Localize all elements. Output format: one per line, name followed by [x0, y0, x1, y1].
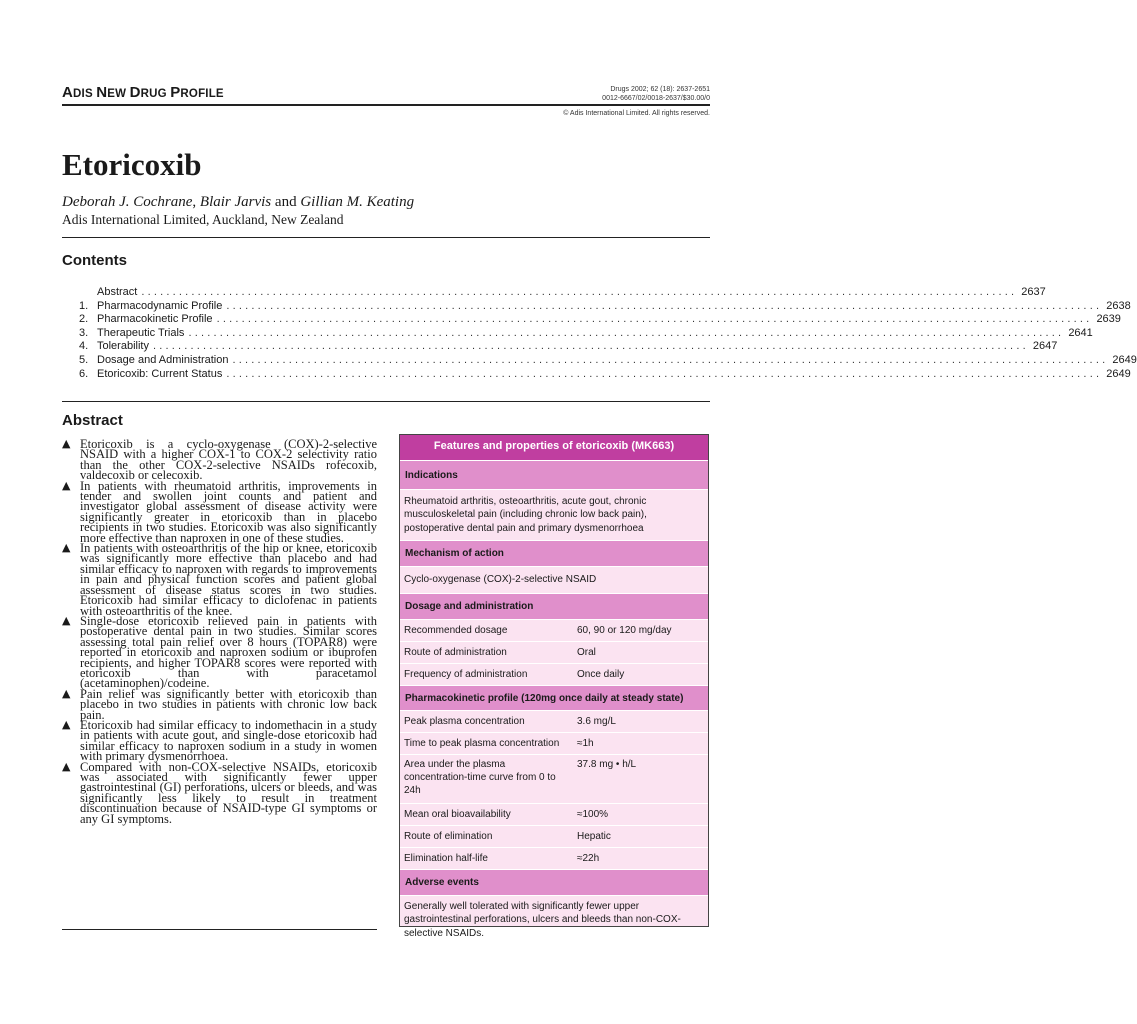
toc-page-number: 2641	[1068, 326, 1093, 339]
indications-text	[400, 490, 708, 541]
features-properties-box	[399, 434, 709, 939]
property-value: Once daily	[577, 668, 625, 680]
toc-page-number: 2637	[1021, 286, 1046, 298]
toc-entry	[79, 326, 1093, 341]
abstract-bullet-item	[62, 478, 377, 545]
toc-leader-dots: ............................................................................................................................................	[232, 353, 1109, 366]
triangle-bullet-icon: ▲	[62, 541, 71, 555]
abstract-bullet-item	[62, 543, 377, 616]
property-name: Elimination half-life	[404, 852, 488, 864]
features-box-title: Features and properties of etoricoxib (MK663)	[400, 435, 708, 461]
mechanism-text	[400, 567, 708, 594]
property-row	[400, 733, 708, 755]
toc-leader-dots: ............................................................................................................................................	[216, 313, 1093, 326]
property-value: ≈22h	[577, 852, 600, 864]
abstract-heading: Abstract	[62, 412, 123, 429]
indications-value: Rheumatoid arthritis, osteoarthritis, acute gout, chronic musculoskeletal pain (including chronic low back pain), postoperative dental pain and primary dysmenorrhoea	[404, 495, 647, 534]
property-value: Hepatic	[577, 830, 611, 842]
series-text: EW	[107, 88, 130, 100]
toc-number: 4.	[79, 340, 89, 353]
triangle-bullet-icon: ▲	[62, 686, 71, 700]
toc-entry	[79, 286, 1046, 300]
author-conjunction: and	[271, 194, 301, 210]
toc-entry	[79, 367, 1131, 382]
mechanism-value: Cyclo-oxygenase (COX)-2-selective NSAID	[404, 574, 597, 586]
toc-leader-dots: ............................................................................................................................................	[188, 326, 1065, 339]
toc-page-number: 2638	[1106, 299, 1131, 312]
abstract-bullet-text: In patients with rheumatoid arthritis, improvements in tender and swollen joint counts and patient and investigator global assessment of disease activity were significantly greater in etoricoxib than in placebo recipients in two studies. Etoricoxib was also significantly more effective than naproxen in one of these studies.	[80, 478, 377, 545]
property-value: 37.8 mg • h/L	[577, 759, 637, 770]
author-separator: ,	[192, 194, 200, 210]
toc-leader-dots: ............................................................................................................................................	[141, 286, 1018, 298]
property-name: Route of elimination	[404, 830, 493, 842]
triangle-bullet-icon: ▲	[62, 717, 71, 731]
article-title: Etoricoxib	[62, 147, 202, 182]
author-name: Blair Jarvis	[199, 194, 272, 210]
title-divider	[62, 237, 710, 238]
property-row	[400, 642, 708, 664]
toc-leader-dots: ............................................................................................................................................	[226, 299, 1103, 312]
toc-entry	[79, 353, 1137, 368]
adverse-events-text	[400, 896, 708, 945]
property-row	[400, 804, 708, 826]
author-name: Gillian M. Keating	[300, 194, 415, 210]
author-name: Deborah J. Cochrane	[62, 194, 193, 210]
property-row	[400, 620, 708, 642]
author-affiliation: Adis International Limited, Auckland, New Zealand	[62, 212, 344, 227]
abstract-bullet-item	[62, 439, 377, 481]
series-text: RUG	[140, 88, 171, 100]
toc-leader-dots: ............................................................................................................................................	[152, 340, 1029, 353]
section-heading-indications: Indications	[400, 461, 708, 490]
property-name: Peak plasma concentration	[404, 715, 525, 727]
pharmacokinetic-table	[400, 711, 708, 870]
toc-number: 5.	[79, 353, 89, 366]
toc-label: Tolerability	[97, 340, 149, 353]
toc-label: Abstract	[97, 286, 138, 298]
toc-entry	[79, 313, 1121, 327]
table-of-contents	[79, 286, 1137, 381]
property-name: Mean oral bioavailability	[404, 808, 511, 820]
copyright-notice: © Adis International Limited. All rights reserved.	[563, 110, 710, 117]
series-text: DIS	[73, 88, 97, 100]
property-row	[400, 826, 708, 848]
series-letter: A	[62, 84, 74, 101]
toc-label: Dosage and Administration	[97, 353, 229, 366]
toc-number: 1.	[79, 299, 89, 312]
property-name: Recommended dosage	[404, 624, 508, 636]
property-value: Oral	[577, 646, 596, 658]
dosage-table	[400, 620, 708, 686]
abstract-bullet-item	[62, 717, 377, 764]
triangle-bullet-icon: ▲	[62, 478, 71, 492]
toc-label: Pharmacokinetic Profile	[97, 313, 213, 326]
contents-heading: Contents	[62, 252, 127, 269]
property-name: Frequency of administration	[404, 668, 528, 680]
abstract-bullet-text: Etoricoxib is a cyclo-oxygenase (COX)-2-selective NSAID with a higher COX-1 to COX-2 selectivity ratio than the other COX-2-selective NSAIDs rofecoxib, valdecoxib or celecoxib.	[80, 437, 377, 483]
toc-number: 2.	[79, 313, 89, 326]
property-row	[400, 755, 708, 804]
toc-entry	[79, 340, 1058, 354]
abstract-bullet-text: Compared with non-COX-selective NSAIDs, etoricoxib was associated with significantly fewer upper gastrointestinal (GI) perforations, ulcers or bleeds, and was significantly less likely to result in treatment discontinuation because of NSAID-type GI symptoms or any GI symptoms.	[80, 759, 377, 826]
issn-line: 0012-6667/02/0018-2637/$30.00/0	[602, 95, 710, 102]
toc-label: Etoricoxib: Current Status	[97, 367, 223, 380]
property-value: ≈1h	[577, 737, 594, 749]
series-header	[62, 84, 224, 101]
property-row	[400, 711, 708, 733]
abstract-bullet-item	[62, 759, 377, 826]
toc-label: Pharmacodynamic Profile	[97, 299, 223, 312]
contents-divider	[62, 401, 710, 402]
property-name: Time to peak plasma concentration	[404, 737, 560, 749]
series-letter: D	[129, 84, 141, 101]
abstract-end-divider	[62, 929, 377, 930]
abstract-bullet-item	[62, 686, 377, 722]
header-divider	[62, 104, 710, 106]
abstract-bullet-text: Pain relief was significantly better with etoricoxib than placebo in two studies in patients with chronic low back pain.	[80, 686, 377, 722]
abstract-bullet-text: Etoricoxib had similar efficacy to indomethacin in a study in patients with acute gout, and single-dose etoricoxib had similar efficacy to naproxen sodium in a study in women with primary dysmenorrhoea.	[80, 717, 377, 764]
toc-leader-dots: ............................................................................................................................................	[226, 367, 1103, 380]
section-heading-adverse-events: Adverse events	[400, 870, 708, 896]
adverse-events-value: Generally well tolerated with significantly fewer upper gastrointestinal perforations, ulcers and bleeds than non-COX-selective NSAIDs.	[404, 900, 681, 939]
toc-page-number: 2639	[1096, 313, 1121, 326]
property-value: 60, 90 or 120 mg/day	[577, 624, 672, 636]
property-value: 3.6 mg/L	[577, 715, 616, 727]
toc-page-number: 2649	[1112, 353, 1137, 366]
toc-number: 3.	[79, 326, 89, 339]
journal-reference: Drugs 2002; 62 (18): 2637-2651	[610, 86, 710, 93]
series-letter: N	[96, 84, 108, 101]
triangle-bullet-icon: ▲	[62, 437, 71, 450]
section-heading-pharmacokinetics: Pharmacokinetic profile (120mg once daily at steady state)	[400, 686, 708, 711]
abstract-bullet-text: In patients with osteoarthritis of the hip or knee, etoricoxib was significantly more effective than placebo and had similar efficacy to naproxen with regards to improvements in pain and physical function scores and patient global assessment of disease status scores in two studies. Etoricoxib had similar efficacy to diclofenac in patients with osteoarthritis of the knee.	[80, 541, 377, 618]
property-value: ≈100%	[577, 808, 609, 820]
series-text: ROFILE	[180, 88, 224, 100]
section-heading-dosage: Dosage and administration	[400, 594, 708, 620]
abstract-bullet-item	[62, 613, 377, 691]
property-row	[400, 848, 708, 870]
toc-number: 6.	[79, 367, 89, 380]
series-letter: P	[170, 84, 181, 101]
toc-entry	[79, 299, 1131, 314]
triangle-bullet-icon: ▲	[62, 759, 71, 773]
triangle-bullet-icon: ▲	[62, 613, 71, 627]
toc-page-number: 2647	[1032, 340, 1058, 353]
property-name: Route of administration	[404, 646, 507, 658]
abstract-bullet-text: Single-dose etoricoxib relieved pain in patients with postoperative dental pain in two studies. Similar scores assessing total pain relief over 8 hours (TOPAR8) were reported in etoricoxib and naproxen sodium or ibuprofen recipients, and higher TOPAR8 scores were reported with etoricoxib than with paracetamol (acetaminophen)/codeine.	[80, 613, 377, 691]
abstract-bullet-list	[62, 439, 377, 824]
journal-meta	[602, 85, 710, 103]
section-heading-mechanism: Mechanism of action	[400, 541, 708, 567]
property-name: Area under the plasma concentration-time curve from 0 to 24h	[404, 759, 556, 797]
toc-label: Therapeutic Trials	[97, 326, 185, 339]
property-row	[400, 664, 708, 686]
author-list	[62, 194, 414, 211]
toc-page-number: 2649	[1106, 367, 1131, 380]
